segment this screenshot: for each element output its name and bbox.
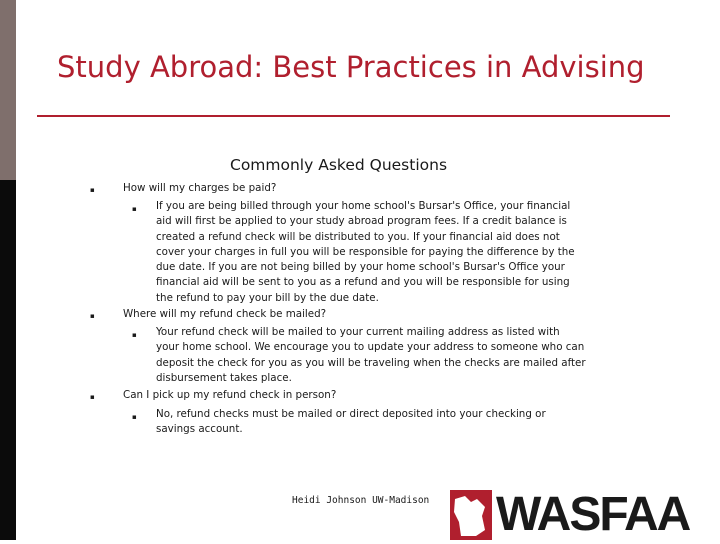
- side-bar-bottom: [0, 180, 16, 540]
- section-subtitle: Commonly Asked Questions: [230, 156, 448, 174]
- square-bullet-icon: ▪: [90, 186, 95, 194]
- faq-answer-2: Your refund check will be mailed to your current mailing address as listed with your home school. We encourage you to update your address to someone who can deposit the check for you as you will be traveling when the checks are mailed after disbursement takes place.: [156, 326, 586, 384]
- faq-answer-1: If you are being billed through your home school's Bursar's Office, your financial aid will first be applied to your study abroad program fees. If a credit balance is created a refund check will be distributed to you. If your financial aid does not cover your charges in full you will be responsible for paying the difference by the due date. If you are not being billed by your home school's Bursar's Office your financial aid will be sent to you as a refund and you will be responsible for using the refund to pay your bill by the due date.: [156, 200, 575, 304]
- square-bullet-icon: ▪: [132, 331, 137, 339]
- presenter-credit: Heidi Johnson UW-Madison: [292, 495, 430, 506]
- wasfaa-logo: [450, 490, 718, 540]
- faq-answer-3: No, refund checks must be mailed or direct deposited into your checking or savings account.: [156, 408, 546, 436]
- wisconsin-map-icon: [450, 490, 492, 540]
- side-bar-top: [0, 0, 16, 180]
- faq-question-3: Can I pick up my refund check in person?: [123, 389, 337, 401]
- faq-question-1: How will my charges be paid?: [123, 182, 277, 194]
- faq-question-2: Where will my refund check be mailed?: [123, 308, 327, 320]
- square-bullet-icon: ▪: [90, 393, 95, 401]
- square-bullet-icon: ▪: [90, 312, 95, 320]
- title-divider: [37, 115, 670, 117]
- logo-wordmark: WASFAA: [496, 488, 690, 541]
- square-bullet-icon: ▪: [132, 205, 137, 213]
- square-bullet-icon: ▪: [132, 413, 137, 421]
- slide-title: Study Abroad: Best Practices in Advising: [57, 50, 645, 84]
